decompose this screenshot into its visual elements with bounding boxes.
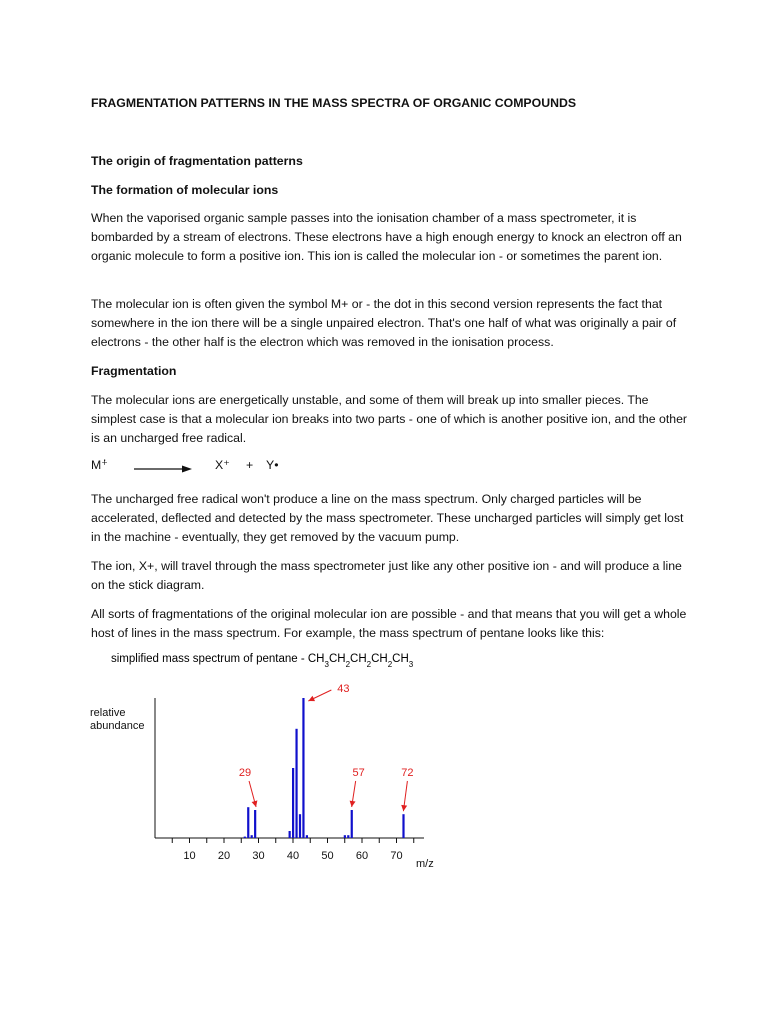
- equation-molecular-ion: M⁺̇: [91, 458, 108, 472]
- spectrum-bar: [302, 698, 304, 838]
- x-axis-label: m/z: [416, 858, 434, 870]
- spectrum-bar: [251, 835, 253, 838]
- spectrum-bar: [344, 835, 346, 838]
- paragraph-4: The uncharged free radical won't produce a line on the mass spectrum. Only charged particles will be accelerated, deflected and detected by the mass spectrometer. These uncharged particles will simply get lost in the machine - eventually, they get removed by the vacuum pump.: [91, 492, 684, 544]
- spectrum-bar: [292, 768, 294, 838]
- formula-group: CH: [392, 653, 409, 665]
- paragraph-1: When the vaporised organic sample passes into the ionisation chamber of a mass spectrometer, it is bombarded by a stream of electrons. These electrons have a high enough energy to knock an electron off an organic molecule to form a positive ion. This ion is called the molecular ion - or sometimes the parent ion.: [91, 211, 682, 263]
- annotation-label: 57: [352, 767, 365, 779]
- equation-product-ion: X⁺: [215, 458, 230, 472]
- pentane-mass-spectrum-chart: [0, 640, 768, 880]
- equation-radical: Y•: [266, 458, 279, 472]
- chart-title-formula: [308, 653, 414, 669]
- paragraph-2: The molecular ion is often given the symbol M+ or - the dot in this second version represents the fact that somewhere in the ion there will be a single unpaired electron. That's one half of what was originally a pair of electrons - the other half is the electron which was removed in the ionisation process.: [91, 297, 677, 349]
- spectrum-bars: [244, 698, 405, 838]
- spectrum-bar: [254, 810, 256, 838]
- formula-group: CH: [307, 653, 325, 665]
- formula-group: CH: [371, 653, 388, 665]
- y-axis-label-line-1: relative: [90, 707, 126, 719]
- x-tick-label: 40: [286, 850, 300, 862]
- x-tick-label: 10: [183, 850, 196, 862]
- document-title: FRAGMENTATION PATTERNS IN THE MASS SPECTRA OF ORGANIC COMPOUNDS: [91, 96, 577, 110]
- annotation-arrowhead: [350, 801, 356, 807]
- annotation-arrowhead: [401, 805, 407, 811]
- formula-group: CH: [328, 653, 346, 665]
- formula-subscript: 2: [366, 659, 372, 669]
- spectrum-bar: [295, 729, 297, 838]
- annotation-label: 43: [337, 683, 350, 695]
- paragraph-3: The molecular ions are energetically unstable, and some of them will break up into smaller pieces. The simplest case is that a molecular ion breaks into two parts - one of which is another positive ion, and the other is an uncharged free radical.: [91, 393, 688, 445]
- formula-subscript: 2: [345, 659, 351, 669]
- reaction-arrow-icon: [134, 465, 192, 473]
- annotation-label: 29: [238, 767, 252, 779]
- paragraph-5: The ion, X+, will travel through the mass spectrometer just like any other positive ion - and will produce a line on the stick diagram.: [91, 559, 682, 592]
- spectrum-bar: [244, 837, 246, 838]
- x-tick-label: 30: [252, 850, 265, 862]
- spectrum-bar: [347, 835, 349, 838]
- spectrum-bar: [299, 814, 301, 838]
- formula-subscript: 3: [408, 659, 414, 669]
- equation-plus: +: [246, 458, 254, 472]
- annotation-arrowhead: [252, 800, 258, 807]
- x-tick-label: 50: [321, 850, 334, 862]
- paragraph-6: All sorts of fragmentations of the original molecular ion are possible - and that means that you will get a whole host of lines in the mass spectrum. For example, the mass spectrum of pentane looks like this:: [91, 607, 687, 640]
- x-tick-label: 20: [217, 850, 231, 862]
- heading-fragmentation: Fragmentation: [91, 364, 177, 378]
- heading-origin: The origin of fragmentation patterns: [91, 154, 303, 168]
- x-tick-label: 60: [355, 850, 369, 862]
- heading-formation: The formation of molecular ions: [91, 183, 279, 197]
- x-tick-label: 70: [390, 850, 403, 862]
- spectrum-bar: [306, 835, 308, 838]
- chart-title-prefix: simplified mass spectrum of pentane -: [111, 653, 308, 665]
- formula-group: CH: [350, 653, 367, 665]
- y-axis-label-line-2: abundance: [90, 720, 145, 732]
- spectrum-bar: [351, 810, 353, 838]
- formula-subscript: 2: [387, 659, 393, 669]
- spectrum-bar: [402, 814, 404, 838]
- chart-title: [111, 653, 414, 669]
- annotation-label: 72: [401, 767, 414, 779]
- peak-annotations: [239, 683, 414, 811]
- spectrum-bar: [289, 831, 291, 838]
- spectrum-bar: [247, 807, 249, 838]
- formula-subscript: 3: [324, 659, 329, 669]
- x-axis-ticks: [172, 838, 414, 862]
